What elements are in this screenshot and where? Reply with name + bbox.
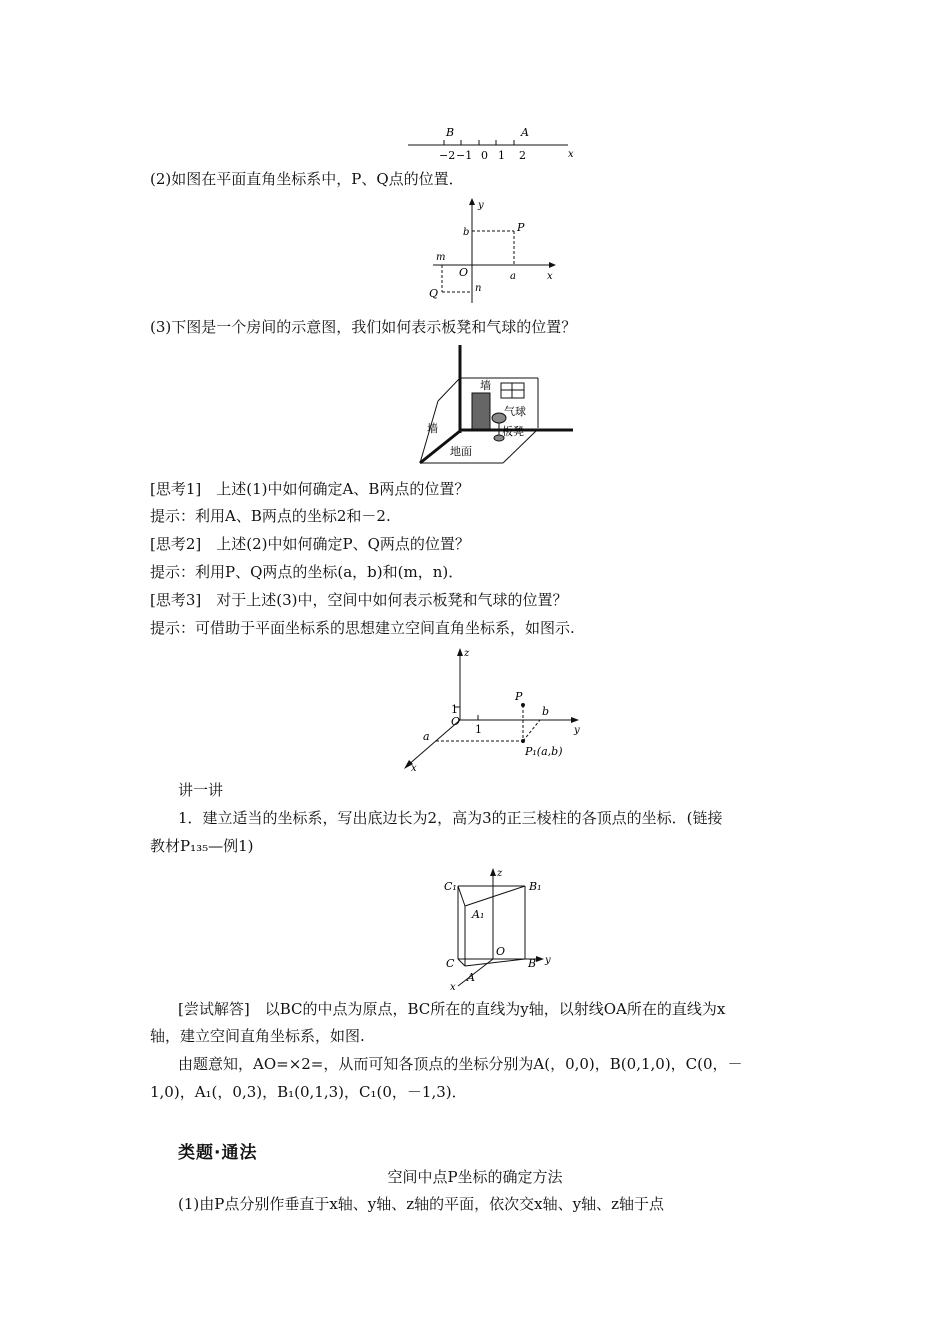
room-figure <box>408 343 576 468</box>
prism-figure <box>440 864 565 992</box>
method-title: 空间中点P坐标的确定方法 <box>387 1168 563 1186</box>
think-1-text: [思考1] 上述(1)中如何确定A、B两点的位置？ <box>150 480 470 498</box>
C-label: C <box>446 957 455 970</box>
x-axis-label: x <box>411 763 417 773</box>
plane-coordinate-figure <box>425 195 565 307</box>
answer-line-4: 1,0)，A₁(，0,3)，B₁(0,1,3)，C₁(0，－1,3)． <box>150 1083 467 1101</box>
space-coordinate-figure <box>395 643 595 773</box>
origin-label: O <box>459 266 469 279</box>
question-1-line-1: 1．建立适当的坐标系，写出底边长为2，高为3的正三棱柱的各顶点的坐标．(链接 <box>178 809 723 827</box>
wall-top-label: 墙 <box>480 379 491 392</box>
bench-label: 板凳 <box>502 425 524 438</box>
P-label: P <box>517 221 525 234</box>
B1-label: B₁ <box>529 880 542 893</box>
hint-2-text: 提示：利用P、Q两点的坐标(a，b)和(m，n)． <box>150 563 464 581</box>
P-label: P <box>515 690 523 703</box>
Q-label: Q <box>429 287 439 300</box>
floor-label: 地面 <box>450 445 472 458</box>
n-label: n <box>475 283 482 294</box>
x-axis-label: x <box>547 271 553 282</box>
balloon-label: 气球 <box>504 405 526 418</box>
answer-line-1: [尝试解答] 以BC的中点为原点，BC所在的直线为y轴，以射线OA所在的直线为x <box>178 1000 726 1018</box>
section-heading: 类题·通法 <box>178 1143 258 1163</box>
y-axis-label: y <box>574 725 580 736</box>
think-3-text: [思考3] 对于上述(3)中，空间中如何表示板凳和气球的位置？ <box>150 591 568 609</box>
C1-label: C₁ <box>444 880 457 893</box>
z-unit-label: 1 <box>451 703 458 716</box>
B-label: B <box>528 957 537 970</box>
a-label: a <box>423 730 430 743</box>
tick-label: 0 <box>481 149 488 162</box>
method-line-1: (1)由P点分别作垂直于x轴、y轴、z轴的平面，依次交x轴、y轴、z轴于点 <box>178 1195 665 1213</box>
tick-label: 1 <box>498 149 505 162</box>
tick-label: 2 <box>519 149 526 162</box>
point-A-label: A <box>521 126 529 139</box>
y-unit-label: 1 <box>475 723 482 736</box>
x-axis-label: x <box>450 982 456 992</box>
y-axis-label: y <box>545 955 551 966</box>
item-2-text: (2)如图在平面直角坐标系中，P、Q点的位置． <box>150 170 464 188</box>
answer-line-2: 轴，建立空间直角坐标系，如图. <box>150 1027 365 1045</box>
tick-label: −1 <box>456 149 473 162</box>
hint-3-text: 提示：可借助于平面坐标系的思想建立空间直角坐标系，如图示. <box>150 619 575 637</box>
think-2-text: [思考2] 上述(2)中如何确定P、Q两点的位置？ <box>150 535 470 553</box>
origin-label: O <box>496 945 506 958</box>
b-label: b <box>463 227 470 238</box>
question-1-line-2: 教材P₁₃₅—例1) <box>150 837 254 855</box>
hint-1-text: 提示：利用A、B两点的坐标2和－2. <box>150 507 391 525</box>
tick-label: −2 <box>439 149 456 162</box>
b-label: b <box>542 705 550 718</box>
A1-label: A₁ <box>472 908 485 921</box>
origin-label: O <box>451 715 461 728</box>
wall-left-label: 墙 <box>427 422 438 435</box>
point-B-label: B <box>446 126 455 139</box>
A-label: A <box>467 971 475 984</box>
answer-line-3: 由题意知，AO=×2=，从而可知各顶点的坐标分别为A(，0,0)，B(0,1,0)，C(0，－ <box>178 1055 743 1073</box>
y-axis-label: y <box>478 200 484 211</box>
item-3-text: (3)下图是一个房间的示意图，我们如何表示板凳和气球的位置？ <box>150 318 577 336</box>
m-label: m <box>436 252 446 263</box>
jiang-label: 讲一讲 <box>178 781 224 799</box>
z-axis-label: z <box>497 868 503 879</box>
x-axis-label: x <box>568 149 574 160</box>
number-line-figure <box>400 120 585 165</box>
P1-label: P₁(a,b) <box>525 745 563 758</box>
z-axis-label: z <box>464 648 470 659</box>
a-label: a <box>510 271 516 282</box>
